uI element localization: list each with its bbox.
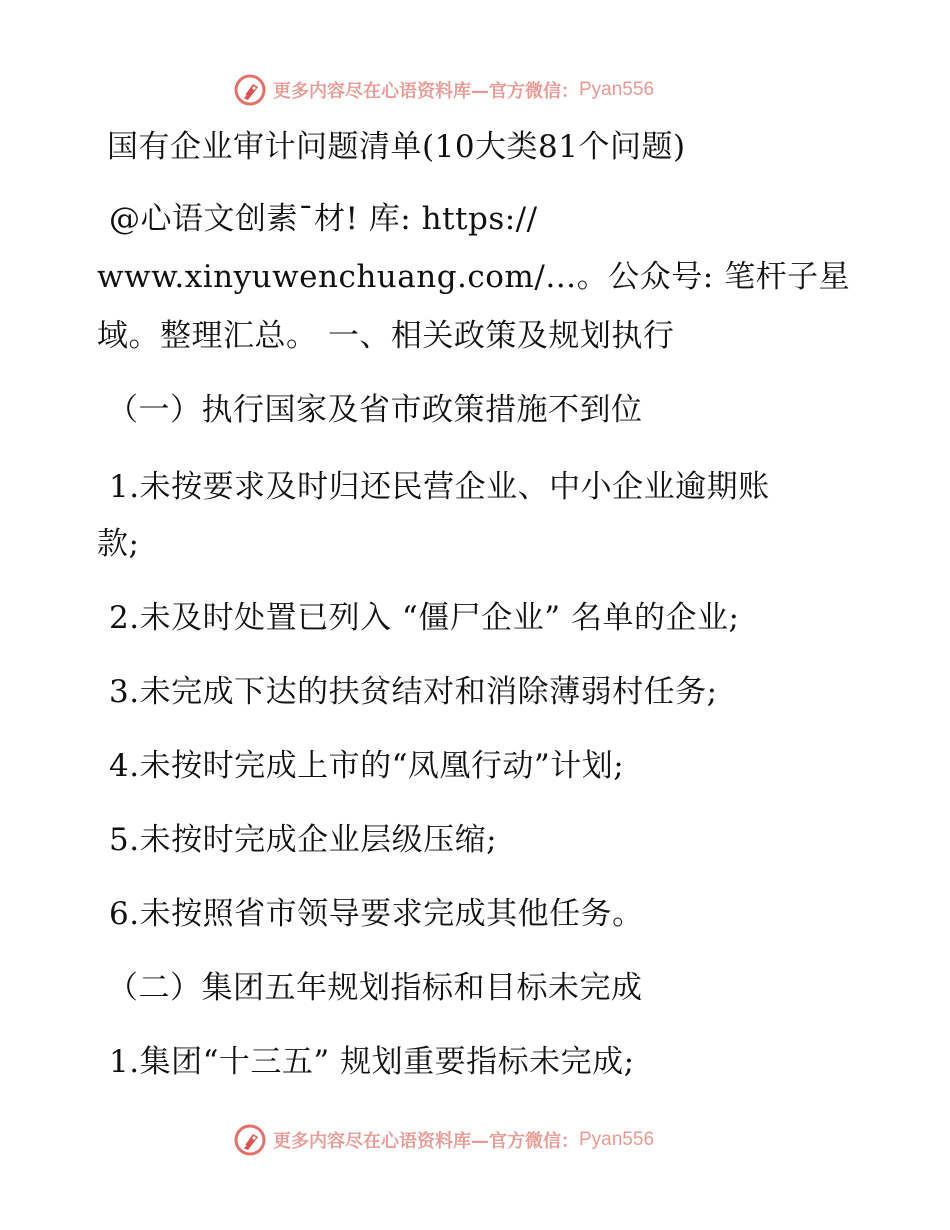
source-line-2: www.xinyuwenchuang.com/…。公众号: 笔杆子星 (97, 259, 851, 295)
watermark-text: 更多内容尽在心语资料库—官方微信： (273, 81, 579, 102)
watermark-handle: Pyan556 (579, 1129, 655, 1150)
section-heading-1: （一）执行国家及省市政策措施不到位 (107, 392, 643, 428)
list-item: 2.未及时处置已列入 “僵尸企业” 名单的企业; (109, 600, 740, 636)
list-item: 1.集团“十三五” 规划重要指标未完成; (109, 1044, 635, 1080)
list-item: 3.未完成下达的扶贫结对和消除薄弱村任务; (109, 674, 718, 710)
pen-nib-icon (233, 73, 267, 107)
list-item-continuation: 款; (97, 526, 140, 562)
watermark-banner-bottom (233, 1122, 654, 1158)
list-item: 5.未按时完成企业层级压缩; (109, 822, 498, 858)
document-title: 国有企业审计问题清单(10大类81个问题) (107, 129, 686, 165)
list-item: 6.未按照省市领导要求完成其他任务。 (109, 896, 644, 932)
source-line-3: 域。整理汇总。 一、相关政策及规划执行 (97, 318, 675, 354)
source-line-1: @心语文创素¯材! 库: https:// (109, 201, 538, 237)
watermark-banner-top (233, 72, 654, 108)
watermark-text: 更多内容尽在心语资料库—官方微信： (273, 1131, 579, 1152)
section-heading-2: （二）集团五年规划指标和目标未完成 (107, 970, 643, 1006)
watermark-handle: Pyan556 (579, 79, 655, 100)
list-item: 4.未按时完成上市的“凤凰行动”计划; (109, 748, 625, 784)
pen-nib-icon (233, 1123, 267, 1157)
list-item: 1.未按要求及时归还民营企业、中小企业逾期账 (109, 469, 770, 505)
